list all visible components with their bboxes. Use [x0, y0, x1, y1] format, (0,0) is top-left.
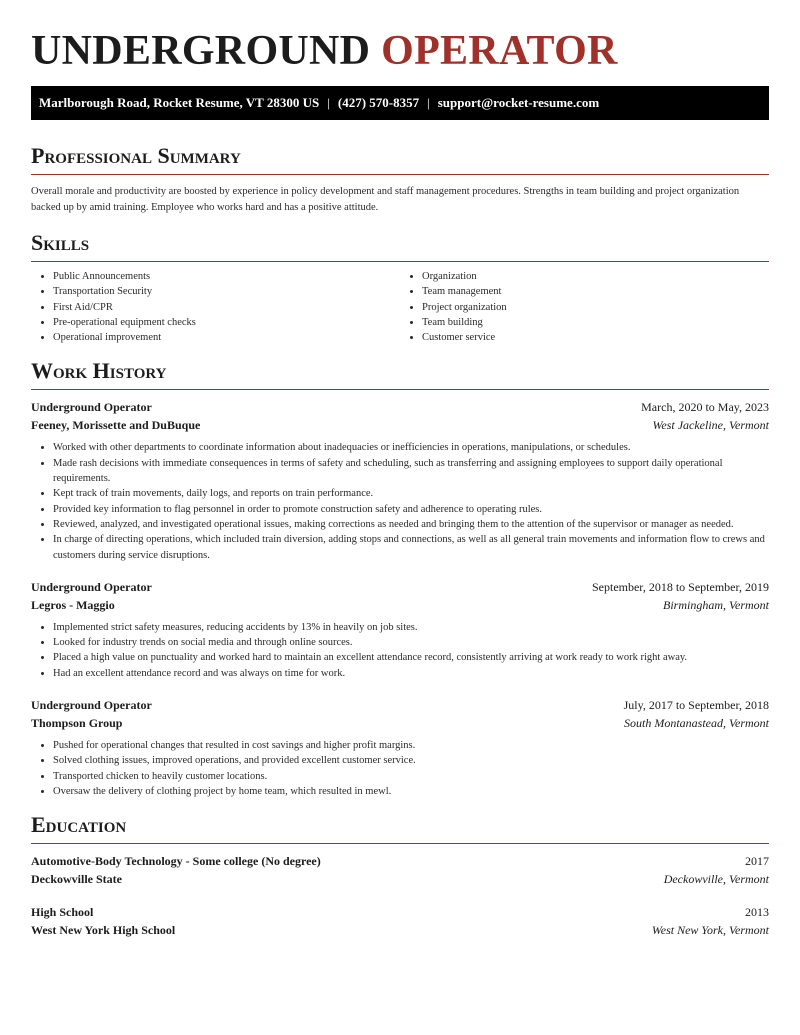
skill-item: • Team building [422, 315, 769, 330]
job-role: Underground Operator [31, 400, 152, 415]
education-year: 2013 [745, 905, 769, 920]
section-title-skills: Skills [31, 230, 90, 255]
education-school: West New York High School [31, 923, 176, 938]
skills-column-left [31, 269, 400, 345]
job-bullet: • Oversaw the delivery of clothing project by home team, which resulted in mewl. [53, 784, 769, 799]
skill-item: • Pre-operational equipment checks [53, 315, 400, 330]
job-entry [31, 696, 769, 799]
job-bullet: • Solved clothing issues, improved operations, and provided excellent customer service. [53, 753, 769, 768]
job-subheader [31, 416, 769, 434]
job-role: Underground Operator [31, 698, 152, 713]
skill-item: • First Aid/CPR [53, 300, 400, 315]
job-company: Legros - Maggio [31, 597, 115, 612]
job-bullet: • Looked for industry trends on social media and through online sources. [53, 635, 769, 650]
education-header [31, 852, 769, 870]
job-bullet: • Pushed for operational changes that resulted in cost savings and higher profit margins. [53, 738, 769, 753]
education-header [31, 903, 769, 921]
section-divider [31, 261, 769, 262]
skills-section [31, 229, 769, 345]
section-title-summary: Professional Summary [31, 143, 241, 168]
education-year: 2017 [745, 854, 769, 869]
candidate-name [31, 0, 769, 78]
first-name: UNDERGROUND [31, 28, 371, 74]
job-location: Birmingham, Vermont [663, 597, 769, 612]
job-entry [31, 578, 769, 681]
education-subheader [31, 870, 769, 888]
job-bullet: • Kept track of train movements, daily logs, and reports on train performance. [53, 486, 769, 501]
job-bullet: • Reviewed, analyzed, and investigated operational issues, making corrections as needed and bringing them to the attention of the supervisor or manager as needed. [53, 517, 769, 532]
last-name: OPERATOR [381, 28, 618, 74]
job-bullet: • Implemented strict safety measures, reducing accidents by 13% in heavily on job sites. [53, 620, 769, 635]
skill-item: • Organization [422, 269, 769, 284]
contact-email[interactable]: support@rocket-resume.com [437, 95, 600, 110]
education-entry [31, 903, 769, 939]
job-entry [31, 398, 769, 562]
contact-separator: | [327, 95, 330, 110]
work-history-section [31, 357, 769, 799]
job-subheader [31, 714, 769, 732]
section-title-work-history: Work History [31, 358, 167, 384]
section-title-education: Education [31, 812, 127, 838]
contact-phone[interactable]: (427) 570-8357 [337, 95, 420, 110]
job-dates: September, 2018 to September, 2019 [591, 579, 769, 594]
education-section [31, 811, 769, 939]
education-entry [31, 852, 769, 888]
education-location: West New York, Vermont [651, 923, 769, 938]
job-bullet: • Worked with other departments to coordinate information about inadequacies or inefficiencies in operations, manipulations, or schedules. [53, 440, 769, 455]
job-bullet: • Transported chicken to heavily customer locations. [53, 769, 769, 784]
job-bullets [31, 620, 769, 681]
job-bullets [31, 440, 769, 562]
job-company: Thompson Group [31, 716, 123, 731]
skills-column-right [400, 269, 769, 345]
skill-item: • Operational improvement [53, 330, 400, 345]
job-header [31, 696, 769, 714]
job-bullet: • Made rash decisions with immediate consequences in terms of safety and scheduling, such as transferring and assigning employees to support daily operational requirements. [53, 456, 769, 487]
education-degree: Automotive-Body Technology - Some college (No degree) [31, 854, 321, 869]
skills-list [31, 269, 769, 345]
contact-separator: | [427, 95, 430, 110]
skill-item: • Public Announcements [53, 269, 400, 284]
section-divider [31, 174, 769, 175]
job-bullets [31, 738, 769, 799]
summary-text: Overall morale and productivity are boosted by experience in policy development and staff management procedures. Strengths in team building and project organization backed up by amid training. Employee who works hard and has a positive attitude. [31, 186, 740, 213]
skill-item: • Customer service [422, 330, 769, 345]
skill-item: • Team management [422, 284, 769, 299]
job-bullet: • Had an excellent attendance record and was always on time for work. [53, 666, 769, 681]
job-location: South Montanastead, Vermont [624, 716, 769, 731]
job-bullet: • Provided key information to flag personnel in order to promote construction safety and adherence to operating rules. [53, 502, 769, 517]
job-company: Feeney, Morissette and DuBuque [31, 418, 201, 433]
skill-item: • Project organization [422, 300, 769, 315]
job-dates: July, 2017 to September, 2018 [623, 698, 769, 713]
education-location: Deckowville, Vermont [663, 872, 769, 887]
job-bullet: • In charge of directing operations, which included train diversion, adding stops and connections, as well as all general train movements and information flow to crews and customers during service disruptions. [53, 532, 769, 563]
section-divider [31, 843, 769, 844]
contact-bar [31, 86, 769, 120]
job-header [31, 398, 769, 416]
section-divider [31, 389, 769, 390]
skill-item: • Transportation Security [53, 284, 400, 299]
education-subheader [31, 921, 769, 939]
job-bullet: • Placed a high value on punctuality and worked hard to maintain an excellent attendance record, consistently arriving at work ready to work right away. [53, 650, 769, 665]
job-subheader [31, 596, 769, 614]
job-header [31, 578, 769, 596]
contact-address: Marlborough Road, Rocket Resume, VT 28300 US [39, 95, 320, 110]
education-degree: High School [31, 905, 94, 920]
job-dates: March, 2020 to May, 2023 [641, 400, 769, 415]
job-location: West Jackeline, Vermont [652, 418, 769, 433]
education-school: Deckowville State [31, 872, 122, 887]
job-role: Underground Operator [31, 579, 152, 594]
summary-section [31, 142, 769, 215]
